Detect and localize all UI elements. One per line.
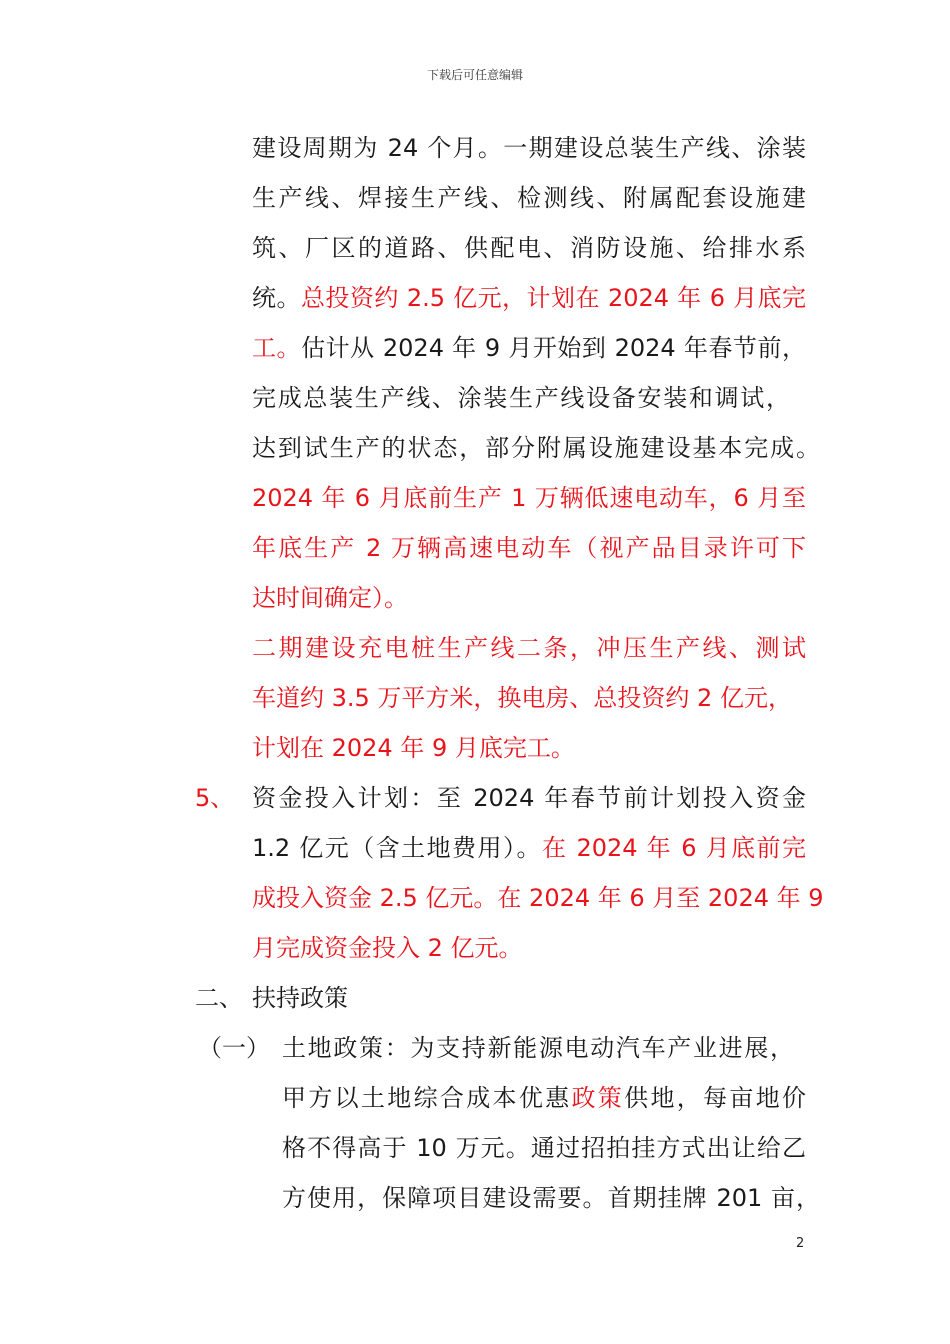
text-line: 计划在 2024 年 9 月底完工。 bbox=[252, 734, 575, 762]
page-header: 下载后可任意编辑 bbox=[426, 68, 523, 82]
text-line: 车道约 3.5 万平方米，换电房、总投资约 2 亿元， bbox=[252, 684, 792, 712]
text-line: 资金投入计划：至 2024 年春节前计划投入资金 bbox=[252, 784, 806, 812]
text-line: 甲方以土地综合成本优惠政策供地，每亩地价 bbox=[282, 1084, 807, 1112]
text-line: 统。总投资约 2.5 亿元，计划在 2024 年 6 月底完 bbox=[252, 284, 807, 312]
text-line: 完成总装生产线、涂装生产线设备安装和调试， bbox=[252, 384, 790, 412]
text-line: 二期建设充电桩生产线二条，冲压生产线、测试 bbox=[252, 634, 806, 662]
subsection-marker: （一） bbox=[198, 1034, 270, 1062]
text-line: 方使用，保障项目建设需要。首期挂牌 201 亩， bbox=[282, 1184, 820, 1212]
text-line: 2024 年 6 月底前生产 1 万辆低速电动车，6 月至 bbox=[252, 484, 806, 512]
section-heading: 扶持政策 bbox=[252, 984, 348, 1012]
text-line: 生产线、焊接生产线、检测线、附属配套设施建 bbox=[252, 184, 806, 212]
list-marker-5: 5、 bbox=[195, 784, 235, 812]
text-line: 1.2 亿元（含土地费用）。在 2024 年 6 月底前完 bbox=[252, 834, 806, 862]
text-line: 达时间确定）。 bbox=[252, 584, 408, 612]
text-line: 工。估计从 2024 年 9 月开始到 2024 年春节前， bbox=[252, 334, 807, 362]
text-line: 建设周期为 24 个月。一期建设总装生产线、涂装 bbox=[252, 134, 806, 162]
text-line: 达到试生产的状态，部分附属设施建设基本完成。 bbox=[252, 434, 820, 462]
page-number: 2 bbox=[796, 1236, 805, 1251]
text-line: 土地政策：为支持新能源电动汽车产业进展， bbox=[282, 1034, 794, 1062]
text-line: 格不得高于 10 万元。通过招拍挂方式出让给乙 bbox=[282, 1134, 806, 1162]
text-line: 年底生产 2 万辆高速电动车（视产品目录许可下 bbox=[252, 534, 806, 562]
text-line: 月完成资金投入 2 亿元。 bbox=[252, 934, 523, 962]
section-marker: 二、 bbox=[195, 984, 243, 1012]
text-line: 成投入资金 2.5 亿元。在 2024 年 6 月至 2024 年 9 bbox=[252, 884, 824, 912]
text-line: 筑、厂区的道路、供配电、消防设施、给排水系 bbox=[252, 234, 806, 262]
